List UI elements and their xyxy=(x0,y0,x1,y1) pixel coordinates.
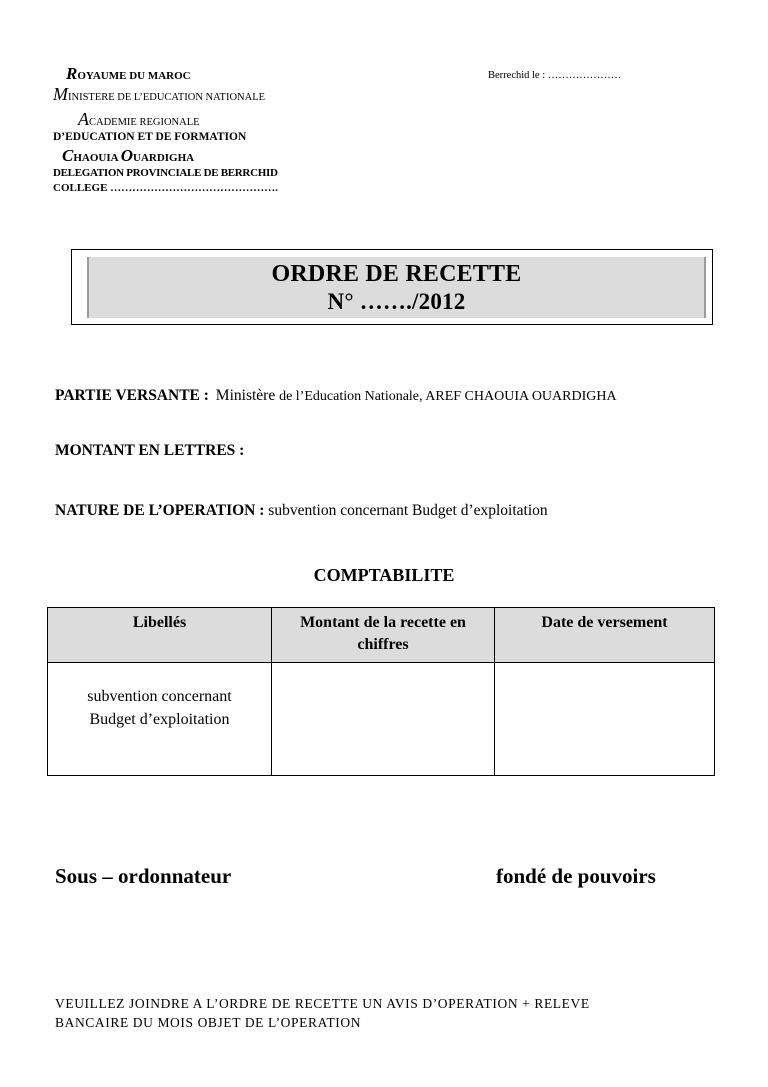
table-row xyxy=(48,663,715,776)
academie-text: CADEMIE REGIONALE xyxy=(89,117,200,128)
montant-en-lettres-label: MONTANT EN LETTRES : xyxy=(55,442,245,459)
chaouia-initial: C xyxy=(62,146,74,165)
title-main: ORDRE DE RECETTE xyxy=(271,261,522,287)
signature-fonde-de-pouvoirs: fondé de pouvoirs xyxy=(496,864,656,888)
signature-sous-ordonnateur: Sous – ordonnateur xyxy=(55,864,232,888)
ministere-text: INISTERE DE L’EDUCATION NATIONALE xyxy=(68,92,266,103)
partie-versante-value-b: de l’Education Nationale, AREF CHAOUIA OUARDIGHA xyxy=(279,389,617,404)
column-header-montant: Montant de la recette en chiffres xyxy=(272,608,495,663)
title-shaded-panel xyxy=(87,257,706,318)
comptabilite-heading xyxy=(0,565,768,586)
chaouia-text: HAOUIA xyxy=(73,152,121,164)
cell-montant xyxy=(272,663,495,776)
cell-libelle xyxy=(48,663,272,776)
nature-operation-value: subvention concernant Budget d’exploitation xyxy=(268,502,548,519)
header-education-formation: D’EDUCATION ET DE FORMATION xyxy=(53,131,247,143)
title-box xyxy=(71,249,713,325)
table-header-row xyxy=(48,608,715,663)
cell-libelle-line2: Budget d’exploitation xyxy=(89,711,230,728)
header-college: COLLEGE ………………………………………. xyxy=(53,182,278,194)
header-chaouia xyxy=(62,146,194,166)
footer-note-line2: BANCAIRE DU MOIS OBJET DE L’OPERATION xyxy=(55,1015,362,1030)
header-royaume xyxy=(66,64,191,84)
cell-libelle-line1: subvention concernant xyxy=(87,688,232,705)
comptabilite-table xyxy=(47,607,715,776)
ministere-initial: M xyxy=(53,84,68,104)
royaume-text: OYAUME DU MAROC xyxy=(77,70,191,82)
nature-operation-label: NATURE DE L’OPERATION : xyxy=(55,502,265,519)
footer-note-line1: VEUILLEZ JOINDRE A L’ORDRE DE RECETTE UN AVIS D’OPERATION + RELEVE xyxy=(55,996,590,1011)
comptabilite-heading-text: COMPTABILITE xyxy=(313,565,455,585)
nature-operation xyxy=(55,502,548,520)
header-academie xyxy=(78,109,200,130)
cell-date xyxy=(495,663,715,776)
ouardigha-initial: O xyxy=(120,146,133,165)
place-date: Berrechid le : ………………… xyxy=(488,70,622,81)
header-delegation: DELEGATION PROVINCIALE DE BERRCHID xyxy=(53,167,278,179)
header-ministere xyxy=(53,84,265,105)
title-number: N° ……./2012 xyxy=(327,289,466,314)
partie-versante-label: PARTIE VERSANTE : xyxy=(55,387,209,404)
academie-initial: A xyxy=(78,109,89,129)
partie-versante xyxy=(55,387,617,405)
partie-versante-value-a: Ministère xyxy=(215,387,276,404)
column-header-libelles: Libellés xyxy=(48,608,272,663)
royaume-initial: R xyxy=(66,64,78,83)
ouardigha-text: UARDIGHA xyxy=(133,152,195,164)
footer-note xyxy=(55,994,590,1032)
column-header-date: Date de versement xyxy=(495,608,715,663)
